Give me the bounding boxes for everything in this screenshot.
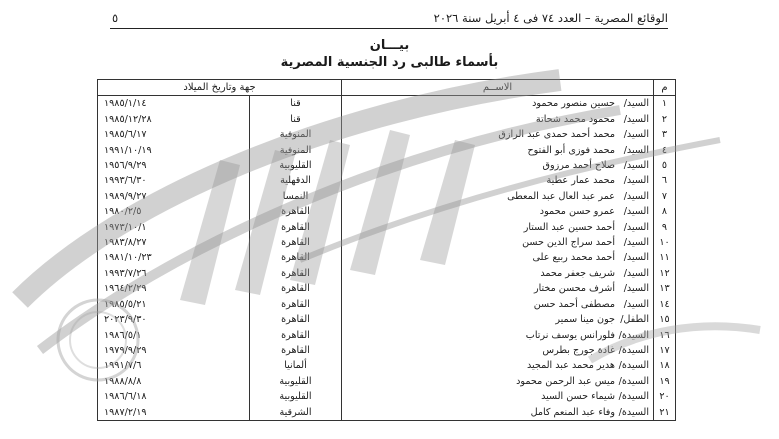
table-row xyxy=(98,143,676,158)
table-row xyxy=(98,220,676,235)
row-number: ١٧ xyxy=(654,343,676,358)
birth-date: ١٩٨١/١٠/٢٣ xyxy=(98,250,250,265)
birth-place: قنا xyxy=(250,112,342,127)
birth-date: ١٩٨٥/١/١٤ xyxy=(98,96,250,112)
applicant-name: حسين منصور محمود xyxy=(532,98,615,110)
applicant-title: السيد/ xyxy=(623,283,649,295)
birth-place: القاهرة xyxy=(250,328,342,343)
table-row xyxy=(98,374,676,389)
applicant-name: غادة جورج بطرس xyxy=(542,344,615,356)
birth-place: القليوبية xyxy=(250,374,342,389)
row-number: ٨ xyxy=(654,204,676,219)
birth-place: المنوفية xyxy=(250,127,342,142)
table-row xyxy=(98,343,676,358)
applicant-name-cell xyxy=(342,297,654,312)
birth-date: ١٩٩٣/٧/٢٦ xyxy=(98,266,250,281)
applicant-name-cell xyxy=(342,250,654,265)
birth-place: النمسا xyxy=(250,189,342,204)
applicant-name: شيماء حسن السيد xyxy=(541,391,615,403)
birth-date: ١٩٨٥/٥/٢١ xyxy=(98,297,250,312)
birth-place: قنا xyxy=(250,96,342,112)
birth-date: ١٩٥٦/٩/٢٩ xyxy=(98,158,250,173)
applicant-name: فلورانس يوسف نرتاب xyxy=(525,329,615,341)
page-header xyxy=(110,10,668,29)
applicant-name: ميس عبد الرحمن محمود xyxy=(516,375,615,387)
applicant-title: السيدة/ xyxy=(618,329,649,341)
birth-place: القاهرة xyxy=(250,312,342,327)
table-row xyxy=(98,389,676,404)
applicant-name: صلاح أحمد مرزوق xyxy=(542,160,615,172)
applicant-title: السيد/ xyxy=(623,98,649,110)
applicant-name-cell xyxy=(342,389,654,404)
applicant-name: عمرو حسن محمود xyxy=(539,206,615,218)
applicant-name: محمد عمار عطية xyxy=(546,175,615,187)
table-row xyxy=(98,358,676,373)
applicant-title: السيد/ xyxy=(623,144,649,156)
birth-place: الدقهلية xyxy=(250,173,342,188)
birth-date: ١٩٩١/١٠/١٩ xyxy=(98,143,250,158)
birth-place: القاهرة xyxy=(250,281,342,296)
applicant-title: السيد/ xyxy=(623,190,649,202)
applicant-name-cell xyxy=(342,374,654,389)
birth-date: ١٩٩٣/٦/٣٠ xyxy=(98,173,250,188)
document-title: بيـــان xyxy=(369,38,410,53)
birth-place: الشرقية xyxy=(250,405,342,421)
birth-place: ألمانيا xyxy=(250,358,342,373)
applicants-table xyxy=(97,79,676,421)
applicant-title: السيدة/ xyxy=(618,344,649,356)
table-header-row xyxy=(98,80,676,96)
applicant-name-cell xyxy=(342,266,654,281)
row-number: ٢١ xyxy=(654,405,676,421)
applicant-name-cell xyxy=(342,328,654,343)
applicant-name-cell xyxy=(342,143,654,158)
applicant-title: السيدة/ xyxy=(618,360,649,372)
birth-date: ١٩٨٥/٦/١٧ xyxy=(98,127,250,142)
applicant-name: جون مينا سمير xyxy=(555,314,615,326)
birth-place: القاهرة xyxy=(250,266,342,281)
row-number: ١ xyxy=(654,96,676,112)
applicant-name-cell xyxy=(342,158,654,173)
table-row xyxy=(98,96,676,112)
row-number: ٤ xyxy=(654,143,676,158)
row-number: ٣ xyxy=(654,127,676,142)
birth-date: ١٩٨٨/٨/٨ xyxy=(98,374,250,389)
applicant-name-cell xyxy=(342,96,654,112)
table-row xyxy=(98,127,676,142)
birth-date: ٢٠٢٣/٩/٣٠ xyxy=(98,312,250,327)
applicant-title: السيدة/ xyxy=(618,391,649,403)
applicant-name: هدير محمد عبد المجيد xyxy=(526,360,615,372)
row-number: ٧ xyxy=(654,189,676,204)
applicant-title: السيد/ xyxy=(623,221,649,233)
row-number: ١٨ xyxy=(654,358,676,373)
applicant-name-cell xyxy=(342,281,654,296)
row-number: ١٠ xyxy=(654,235,676,250)
table-row xyxy=(98,112,676,127)
applicant-name-cell xyxy=(342,358,654,373)
birth-date: ١٩٨٦/٦/١٨ xyxy=(98,389,250,404)
table-row xyxy=(98,250,676,265)
applicant-name-cell xyxy=(342,220,654,235)
birth-place: القاهرة xyxy=(250,204,342,219)
header-birth: جهة وتاريخ الميلاد xyxy=(98,80,342,96)
applicant-name: محمد أحمد حمدى عبد الرازق xyxy=(498,129,615,141)
applicant-title: السيد/ xyxy=(623,237,649,249)
birth-place: المنوفية xyxy=(250,143,342,158)
table-row xyxy=(98,405,676,421)
birth-place: القاهرة xyxy=(250,235,342,250)
applicant-name: أحمد حسين عبد الستار xyxy=(523,221,615,233)
applicant-title: السيد/ xyxy=(623,267,649,279)
applicant-name: أحمد محمد ربيع على xyxy=(532,252,615,264)
table-row xyxy=(98,266,676,281)
applicant-name: شريف جعفر محمد xyxy=(540,267,615,279)
applicant-name: وفاء عبد المنعم كامل xyxy=(530,406,615,418)
applicant-title: الطفل/ xyxy=(620,314,649,326)
applicant-name-cell xyxy=(342,235,654,250)
row-number: ١٣ xyxy=(654,281,676,296)
row-number: ١٩ xyxy=(654,374,676,389)
birth-date: ١٩٨٠/٢/٥ xyxy=(98,204,250,219)
page-number: ٥ xyxy=(112,11,119,25)
birth-date: ١٩٨٩/٩/٢٧ xyxy=(98,189,250,204)
birth-place: القاهرة xyxy=(250,297,342,312)
birth-place: القاهرة xyxy=(250,220,342,235)
header-name: الاســم xyxy=(342,80,654,96)
birth-date: ١٩٨٦/٥/١ xyxy=(98,328,250,343)
table-row xyxy=(98,312,676,327)
row-number: ٥ xyxy=(654,158,676,173)
row-number: ٢٠ xyxy=(654,389,676,404)
applicant-name: أحمد سراج الدين حسن xyxy=(522,237,615,249)
row-number: ٩ xyxy=(654,220,676,235)
applicant-title: السيدة/ xyxy=(618,375,649,387)
table-row xyxy=(98,281,676,296)
applicant-name-cell xyxy=(342,204,654,219)
applicant-title: السيد/ xyxy=(623,298,649,310)
row-number: ٢ xyxy=(654,112,676,127)
applicant-title: السيدة/ xyxy=(618,406,649,418)
applicant-name-cell xyxy=(342,112,654,127)
table-row xyxy=(98,189,676,204)
birth-date: ١٩٧٩/٩/٢٩ xyxy=(98,343,250,358)
row-number: ١١ xyxy=(654,250,676,265)
birth-place: القليوبية xyxy=(250,389,342,404)
applicant-title: السيد/ xyxy=(623,113,649,125)
applicant-title: السيد/ xyxy=(623,175,649,187)
applicant-name: محمود محمد شحاتة xyxy=(535,113,615,125)
header-num: م xyxy=(654,80,676,96)
applicant-title: السيد/ xyxy=(623,129,649,141)
birth-date: ١٩٨٥/١٢/٢٨ xyxy=(98,112,250,127)
table-row xyxy=(98,173,676,188)
table-row xyxy=(98,235,676,250)
birth-date: ١٩٨٣/٨/٢٧ xyxy=(98,235,250,250)
table-row xyxy=(98,204,676,219)
row-number: ٦ xyxy=(654,173,676,188)
birth-date: ١٩٦٤/٢/٢٩ xyxy=(98,281,250,296)
applicant-name-cell xyxy=(342,189,654,204)
applicant-title: السيد/ xyxy=(623,252,649,264)
applicant-name: محمد فوزى أبو الفتوح xyxy=(527,144,615,156)
applicant-name: عمر عبد العال عبد المعطى xyxy=(507,190,615,202)
row-number: ١٤ xyxy=(654,297,676,312)
row-number: ١٢ xyxy=(654,266,676,281)
birth-date: ١٩٨٧/٢/١٩ xyxy=(98,405,250,421)
applicant-name-cell xyxy=(342,343,654,358)
table-row xyxy=(98,328,676,343)
applicant-title: السيد/ xyxy=(623,160,649,172)
applicant-name-cell xyxy=(342,312,654,327)
birth-place: القاهرة xyxy=(250,343,342,358)
row-number: ١٥ xyxy=(654,312,676,327)
row-number: ١٦ xyxy=(654,328,676,343)
table-row xyxy=(98,297,676,312)
birth-place: القاهرة xyxy=(250,250,342,265)
birth-date: ١٩٩١/٧/٦ xyxy=(98,358,250,373)
applicant-name: أشرف محسن مختار xyxy=(533,283,615,295)
applicant-name-cell xyxy=(342,405,654,421)
birth-place: القليوبية xyxy=(250,158,342,173)
applicant-title: السيد/ xyxy=(623,206,649,218)
applicant-name-cell xyxy=(342,173,654,188)
table-row xyxy=(98,158,676,173)
document-subtitle: بأسماء طالبى رد الجنسية المصرية xyxy=(280,55,499,70)
applicant-name-cell xyxy=(342,127,654,142)
header-text: الوقائع المصرية – العدد ٧٤ فى ٤ أبريل سنة ٢٠٢٦ xyxy=(433,11,668,25)
birth-date: ١٩٧٣/١٠/١ xyxy=(98,220,250,235)
applicant-name: مصطفى أحمد حسن xyxy=(533,298,615,310)
